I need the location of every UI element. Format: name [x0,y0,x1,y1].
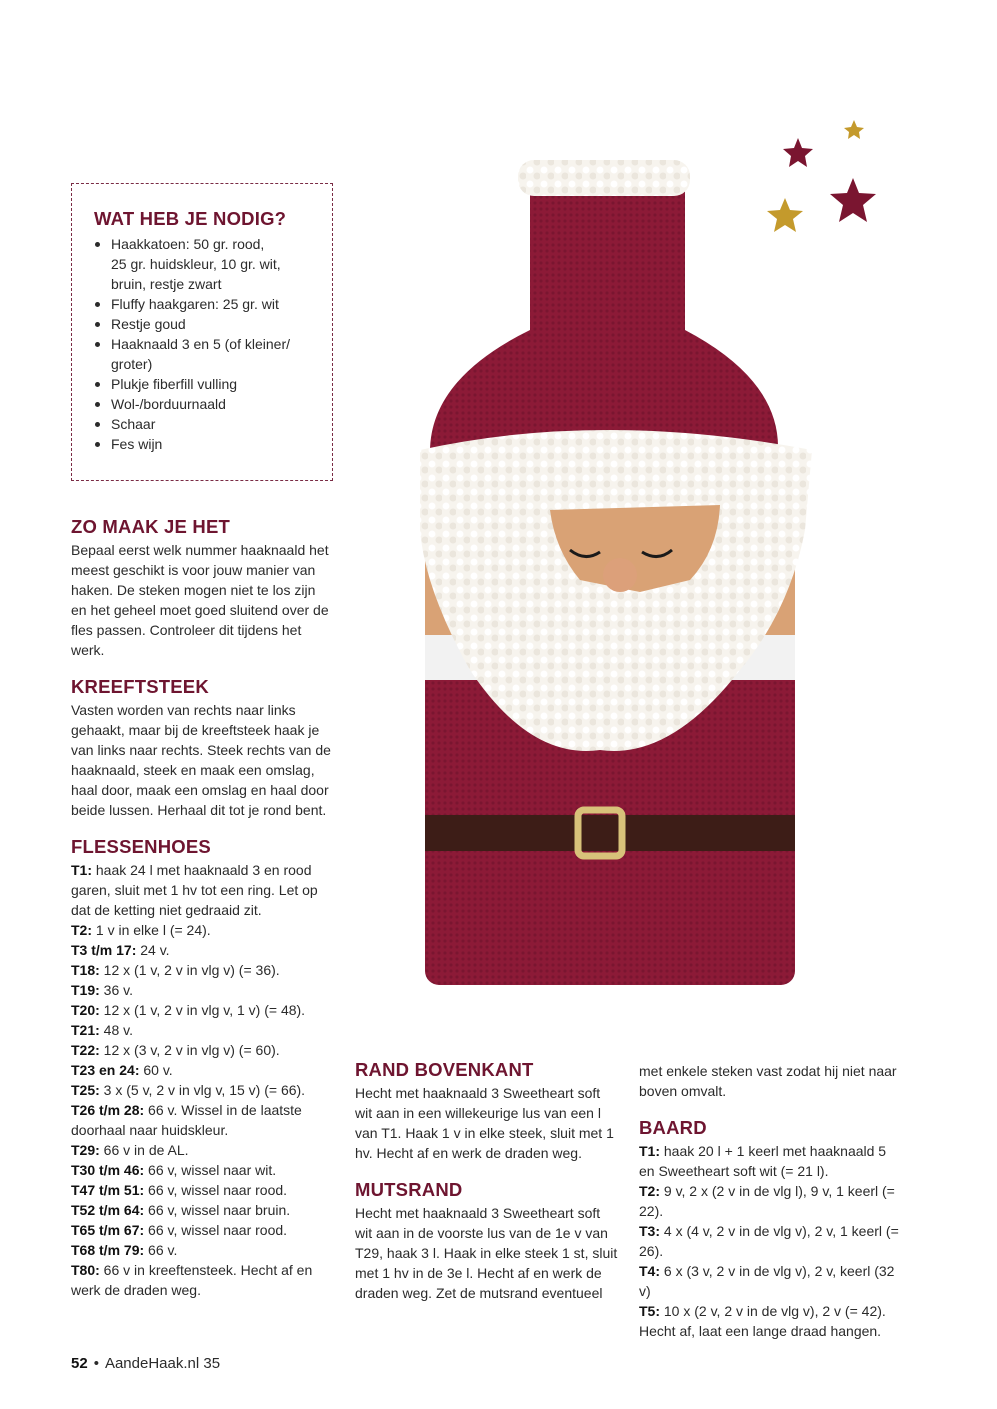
row-text: 60 v. [139,1062,173,1078]
page-footer [71,1354,220,1374]
row-label: T23 en 24: [71,1062,140,1078]
materials-item [94,434,318,454]
section-flessenhoes [71,836,333,1300]
instruction-row [71,980,333,1000]
row-label: T26 t/m 28: [71,1102,145,1118]
instruction-row [71,860,333,920]
row-text: 1 v in elke l (= 24). [92,922,211,938]
flessenhoes-heading: FLESSENHOES [71,836,211,857]
row-label: T5: [639,1303,660,1319]
section-kreeftsteek [71,676,333,820]
row-label: T4: [639,1263,660,1279]
row-label: T1: [71,862,92,878]
star-decorations [767,120,876,232]
instruction-row [71,940,333,960]
column-right [639,1061,904,1357]
instruction-row [71,1200,333,1220]
instruction-row [639,1181,904,1221]
row-label: T3 t/m 17: [71,942,137,958]
materials-item-line: 25 gr. huidskleur, 10 gr. wit, [111,256,281,272]
row-text: 3 x (5 v, 2 v in vlg v, 15 v) (= 66). [99,1082,306,1098]
row-text: 12 x (3 v, 2 v in vlg v) (= 60). [99,1042,280,1058]
row-label: T80: [71,1262,100,1278]
row-label: T65 t/m 67: [71,1222,145,1238]
section-how [71,516,333,660]
row-text: 66 v. Wissel in de laatste doorhaal naar huidskleur. [71,1102,302,1138]
row-text: 4 x (4 v, 2 v in de vlg v), 2 v, 1 keerl (= 26). [639,1223,899,1259]
how-text: Bepaal eerst welk nummer haaknaald het meest geschikt is voor jouw manier van haken. De steken mogen niet te los zijn en het geheel moet goed sluitend over de fles passen. Controleer dit tijdens het werk. [71,542,329,658]
row-text: 12 x (1 v, 2 v in vlg v, 1 v) (= 48). [99,1002,306,1018]
row-label: T19: [71,982,100,998]
star-icon [844,120,864,139]
star-icon [767,198,803,232]
nose [603,558,637,592]
footer-separator: • [93,1355,99,1372]
materials-item-line: groter) [111,356,153,372]
bottle-neck [430,190,778,455]
instruction-row [71,1240,333,1260]
star-icon [783,138,813,167]
materials-item-line: Fluffy haakgaren: 25 gr. wit [111,296,279,312]
star-icon [830,178,876,222]
row-text: 12 x (1 v, 2 v in vlg v) (= 36). [99,962,280,978]
materials-item-line: Fes wijn [111,436,163,452]
rand-text: Hecht met haaknaald 3 Sweetheart soft wit aan in een willekeurige lus van een l van T1. Haak 1 v in elke steek, sluit met 1 hv. Hecht af en werk de draden weg. [355,1085,614,1161]
materials-box [71,183,333,481]
continued-text: met enkele steken vast zodat hij niet naar boven omvalt. [639,1063,897,1099]
row-label: T2: [71,922,92,938]
row-label: T21: [71,1022,100,1038]
materials-heading: WAT HEB JE NODIG? [94,208,287,229]
row-label: T30 t/m 46: [71,1162,145,1178]
page-number: 52 [71,1355,88,1372]
materials-item-line: Restje goud [111,316,186,332]
materials-item-line: bruin, restje zwart [111,276,222,292]
row-label: T3: [639,1223,660,1239]
materials-item [94,374,318,394]
kreeftsteek-text: Vasten worden van rechts naar links gehaakt, maar bij de kreeftsteek haak je van links naar rechts. Steek rechts van de haaknaald, steek en maak een omslag, haal door, maak een omslag en haal door beide lussen. Herhaal dit tot je rond bent. [71,702,331,818]
row-label: T25: [71,1082,100,1098]
mutsrand-text: Hecht met haaknaald 3 Sweetheart soft wit aan in de voorste lus van de 1e v van T29, haak 3 l. Haak in elke steek 1 st, sluit met 1 hv in de 3e l. Hecht af en werk de draden weg. Zet de mutsrand eventueel [355,1205,618,1301]
row-label: T2: [639,1183,660,1199]
materials-item-line: Wol-/borduurnaald [111,396,226,412]
section-rand [355,1059,620,1163]
materials-item-line: Schaar [111,416,156,432]
row-text: 9 v, 2 x (2 v in de vlg l), 9 v, 1 keerl (= 22). [639,1183,895,1219]
row-label: T47 t/m 51: [71,1182,145,1198]
materials-item [94,414,318,434]
instruction-row [71,1020,333,1040]
baard-heading: BAARD [639,1117,707,1138]
rand-heading: RAND BOVENKANT [355,1059,534,1080]
row-label: T22: [71,1042,100,1058]
instruction-row [71,1140,333,1160]
row-text: 66 v, wissel naar wit. [144,1162,277,1178]
row-text: 10 x (2 v, 2 v in de vlg v), 2 v (= 42). Hecht af, laat een lange draad hangen. [639,1303,886,1339]
row-text: 66 v in kreeftensteek. Hecht af en werk de draden weg. [71,1262,313,1298]
row-text: haak 20 l + 1 keerl met haaknaald 5 en Sweetheart soft wit (= 21 l). [639,1143,887,1179]
row-label: T68 t/m 79: [71,1242,145,1258]
materials-item [94,294,318,314]
baard-rows [639,1141,904,1341]
row-text: 66 v, wissel naar rood. [144,1182,288,1198]
column-left [71,516,333,1316]
instruction-row [71,1160,333,1180]
belt [425,815,795,851]
row-label: T29: [71,1142,100,1158]
kreeftsteek-heading: KREEFTSTEEK [71,676,209,697]
materials-item-line: Haaknaald 3 en 5 (of kleiner/ [111,336,290,352]
row-text: 24 v. [136,942,170,958]
row-label: T20: [71,1002,100,1018]
row-text: 48 v. [99,1022,133,1038]
materials-item-line: Haakkatoen: 50 gr. rood, [111,236,265,252]
row-text: 36 v. [99,982,133,998]
flessenhoes-rows [71,860,333,1300]
instruction-row [639,1221,904,1261]
mutsrand-heading: MUTSRAND [355,1179,463,1200]
materials-item [94,394,318,414]
instruction-row [71,1100,333,1140]
how-heading: ZO MAAK JE HET [71,516,231,537]
instruction-row [71,960,333,980]
instruction-row [71,1040,333,1060]
row-label: T1: [639,1143,660,1159]
instruction-row [71,920,333,940]
instruction-row [639,1301,904,1341]
row-text: 66 v, wissel naar bruin. [144,1202,291,1218]
section-mutsrand [355,1179,620,1303]
row-label: T52 t/m 64: [71,1202,145,1218]
instruction-row [71,1060,333,1080]
magazine-name: AandeHaak.nl 35 [104,1355,221,1372]
instruction-row [71,1220,333,1240]
row-text: 66 v, wissel naar rood. [144,1222,288,1238]
instruction-row [71,1260,333,1300]
materials-item [94,314,318,334]
instruction-row [71,1180,333,1200]
materials-item [94,234,318,294]
instruction-row [71,1080,333,1100]
row-text: haak 24 l met haaknaald 3 en rood garen, sluit met 1 hv tot een ring. Let op dat de ketting niet gedraaid zit. [71,862,318,918]
section-continued [639,1061,904,1101]
column-middle [355,1059,620,1319]
materials-item-line: Plukje fiberfill vulling [111,376,238,392]
instruction-row [71,1000,333,1020]
top-rim [518,160,690,196]
row-label: T18: [71,962,100,978]
row-text: 6 x (3 v, 2 v in de vlg v), 2 v, keerl (32 v) [639,1263,895,1299]
row-text: 66 v in de AL. [99,1142,189,1158]
instruction-row [639,1141,904,1181]
materials-list [94,234,318,454]
row-text: 66 v. [144,1242,178,1258]
section-baard [639,1117,904,1341]
santa-bottle-cover-photo [400,110,900,1000]
materials-item [94,334,318,374]
instruction-row [639,1261,904,1301]
